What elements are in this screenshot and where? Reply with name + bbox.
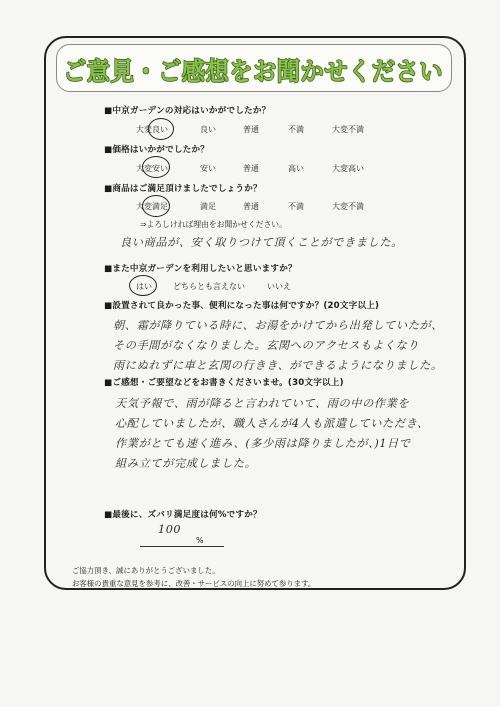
- q5-answer-line-1: 朝、霜が降りている時に、お湯をかけてから出発していたが、: [113, 319, 444, 332]
- q2-option-1[interactable]: 大変安い: [136, 164, 168, 173]
- q1-option-5[interactable]: 大変不満: [332, 125, 364, 134]
- survey-frame: [44, 36, 466, 590]
- q3-option-2[interactable]: 満足: [200, 202, 216, 211]
- q4-option-yes[interactable]: はい: [136, 282, 152, 291]
- q3-reason-answer: 良い商品が、安く取りつけて頂くことができました。: [120, 236, 403, 249]
- q3-reason-prompt: ⇒よろしければ理由をお聞かせください。: [140, 220, 287, 229]
- question-1-label: ■中京ガーデンの対応はいかがでしたか？: [104, 106, 271, 116]
- question-5-label: ■設置されて良かった事、便利になった事は何ですか？(20文字以上): [104, 301, 380, 311]
- title-graphic: [0, 0, 500, 110]
- q2-option-2[interactable]: 安い: [200, 164, 216, 173]
- footer-message: お客様の貴重な意見を参考に、改善・サービスの向上に努めて参ります。: [72, 579, 316, 588]
- q6-answer-line-2: 心配していましたが、職人さんが4人も派遣していただき、: [115, 417, 429, 430]
- q6-answer-line-1: 天気予報で、雨が降ると言われていて、雨の中の作業を: [115, 397, 410, 410]
- q5-answer-line-3: 雨にぬれずに車と玄関の行きき、ができるようになりました。: [113, 359, 443, 372]
- satisfaction-unit: %: [196, 536, 204, 545]
- q4-selection-circle: [129, 275, 157, 296]
- satisfaction-underline: [140, 546, 224, 547]
- question-7-label: ■最後に、ズバリ満足度は何%ですか？: [104, 510, 262, 520]
- question-6-label: ■ご感想・ご要望などをお書きくださいませ。(30文字以上): [104, 378, 344, 388]
- satisfaction-value: 100: [158, 523, 182, 536]
- q3-option-5[interactable]: 大変不満: [332, 202, 364, 211]
- q5-answer-line-2: その手間がなくなりました。玄関へのアクセスもよくなり: [113, 339, 420, 352]
- q3-option-4[interactable]: 不満: [288, 202, 304, 211]
- q1-option-1[interactable]: 大変良い: [136, 125, 168, 134]
- q6-answer-line-3: 作業がとても速く進み、(多少雨は降りましたが、)1日で: [115, 437, 411, 450]
- q3-option-3[interactable]: 普通: [243, 202, 259, 211]
- question-3-label: ■商品はご満足頂けましたでしょうか？: [104, 184, 262, 194]
- q4-option-no[interactable]: いいえ: [267, 282, 291, 291]
- question-2-label: ■価格はいかがでしたか？: [104, 145, 210, 155]
- q1-option-4[interactable]: 不満: [288, 125, 304, 134]
- q2-selection-circle: [142, 156, 170, 178]
- q1-option-2[interactable]: 良い: [200, 125, 216, 134]
- q4-option-neutral[interactable]: どちらとも言えない: [173, 282, 245, 291]
- question-4-label: ■また中京ガーデンを利用したいと思いますか？: [104, 264, 297, 274]
- q2-option-5[interactable]: 大変高い: [332, 164, 364, 173]
- page-title: ご意見・ご感想をお聞かせください: [63, 57, 443, 86]
- q2-option-3[interactable]: 普通: [243, 164, 259, 173]
- q6-answer-line-4: 組み立てが完成しました。: [115, 457, 257, 470]
- q1-option-3[interactable]: 普通: [243, 125, 259, 134]
- q3-option-1[interactable]: 大変満足: [136, 202, 168, 211]
- q2-option-4[interactable]: 高い: [288, 164, 304, 173]
- q3-selection-circle: [142, 195, 170, 217]
- footer-thanks: ご協力頂き、誠にありがとうございました。: [72, 566, 220, 575]
- q1-selection-circle: [148, 118, 174, 140]
